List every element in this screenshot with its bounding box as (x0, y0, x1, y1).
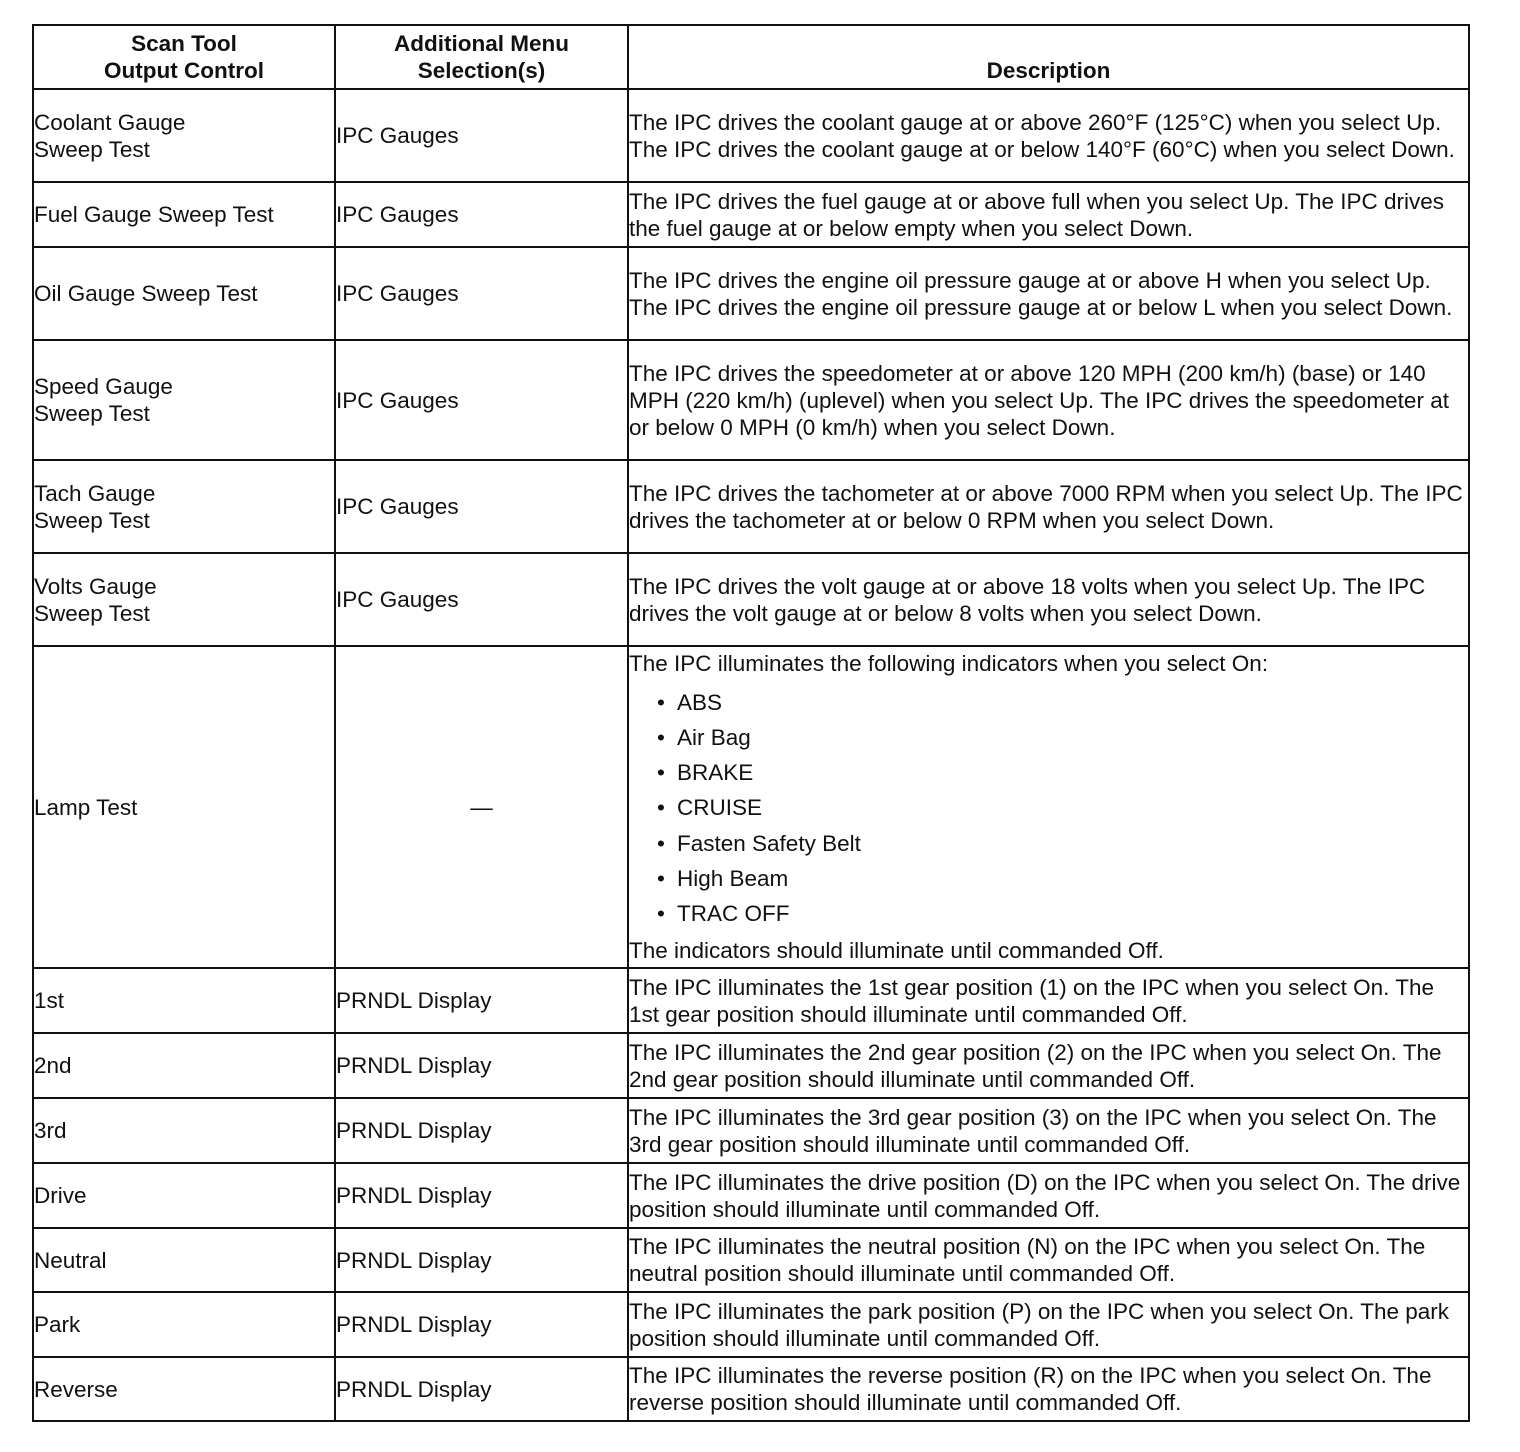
lamp-test-row (33, 646, 1469, 968)
row-description: The IPC drives the engine oil pressure gauge at or above H when you select Up. The IPC drives the engine oil pressure gauge at or below L when you select Down. (628, 247, 1469, 340)
row-description: The IPC illuminates the 1st gear position (1) on the IPC when you select On. The 1st gear position should illuminate until commanded Off. (628, 968, 1469, 1033)
row-selection: IPC Gauges (335, 340, 628, 460)
indicator-item: • ABS (657, 685, 1468, 720)
indicator-item: • TRAC OFF (657, 896, 1468, 931)
header-col2-line1: Additional Menu (394, 31, 569, 56)
row-selection: PRNDL Display (335, 968, 628, 1033)
row-description: The IPC illuminates the reverse position (R) on the IPC when you select On. The reverse position should illuminate until commanded Off. (628, 1357, 1469, 1421)
row-control: Tach Gauge Sweep Test (33, 460, 335, 553)
row-description: The IPC drives the speedometer at or above 120 MPH (200 km/h) (base) or 140 MPH (220 km/h) (uplevel) when you select Up. The IPC drives the speedometer at or below 0 MPH (0 km/h) when you select Down. (628, 340, 1469, 460)
row-selection: IPC Gauges (335, 247, 628, 340)
row-description: The IPC illuminates the 2nd gear position (2) on the IPC when you select On. The 2nd gear position should illuminate until commanded Off. (628, 1033, 1469, 1098)
row-selection: PRNDL Display (335, 1033, 628, 1098)
header-additional-menu-selections (335, 25, 628, 89)
row-control: Oil Gauge Sweep Test (33, 247, 335, 340)
row-control: Lamp Test (33, 646, 335, 968)
indicator-list (629, 685, 1468, 931)
indicator-item: • Air Bag (657, 720, 1468, 755)
row-description: The IPC drives the coolant gauge at or above 260°F (125°C) when you select Up. The IPC drives the coolant gauge at or below 140°F (60°C) when you select Down. (628, 89, 1469, 182)
output-control-table (32, 24, 1470, 1422)
row-selection: PRNDL Display (335, 1098, 628, 1163)
lamp-test-intro: The IPC illuminates the following indicators when you select On: (629, 650, 1269, 676)
row-control: 1st (33, 968, 335, 1033)
header-col2-line2: Selection(s) (417, 58, 546, 83)
row-selection: PRNDL Display (335, 1163, 628, 1228)
row-control: Volts Gauge Sweep Test (33, 553, 335, 646)
row-control: 3rd (33, 1098, 335, 1163)
row-description: The IPC illuminates the park position (P) on the IPC when you select On. The park position should illuminate until commanded Off. (628, 1292, 1469, 1357)
table-row (33, 1357, 1469, 1421)
row-selection: IPC Gauges (335, 460, 628, 553)
table-header-row (33, 25, 1469, 89)
table-row (33, 182, 1469, 247)
row-selection: PRNDL Display (335, 1292, 628, 1357)
table-row (33, 553, 1469, 646)
table-row (33, 460, 1469, 553)
table-row (33, 1163, 1469, 1228)
row-description: The IPC drives the volt gauge at or above 18 volts when you select Up. The IPC drives the volt gauge at or below 8 volts when you select Down. (628, 553, 1469, 646)
row-description: The IPC drives the fuel gauge at or above full when you select Up. The IPC drives the fuel gauge at or below empty when you select Down. (628, 182, 1469, 247)
row-description (628, 646, 1469, 968)
indicator-item: • CRUISE (657, 790, 1468, 825)
row-control: Neutral (33, 1228, 335, 1292)
table-row (33, 247, 1469, 340)
table-row (33, 340, 1469, 460)
row-control: 2nd (33, 1033, 335, 1098)
row-control: Drive (33, 1163, 335, 1228)
row-control: Speed Gauge Sweep Test (33, 340, 335, 460)
row-control: Reverse (33, 1357, 335, 1421)
table-row (33, 968, 1469, 1033)
table-row (33, 1292, 1469, 1357)
row-description: The IPC illuminates the 3rd gear position (3) on the IPC when you select On. The 3rd gear position should illuminate until commanded Off. (628, 1098, 1469, 1163)
row-selection: IPC Gauges (335, 182, 628, 247)
indicator-item: • High Beam (657, 861, 1468, 896)
header-col1-line2: Output Control (104, 58, 264, 83)
row-control: Park (33, 1292, 335, 1357)
lamp-test-outro: The indicators should illuminate until commanded Off. (629, 938, 1164, 964)
header-scan-tool-output-control (33, 25, 335, 89)
table-row (33, 89, 1469, 182)
row-description: The IPC drives the tachometer at or above 7000 RPM when you select Up. The IPC drives the tachometer at or below 0 RPM when you select Down. (628, 460, 1469, 553)
indicator-item: • Fasten Safety Belt (657, 826, 1468, 861)
header-description: Description (628, 25, 1469, 89)
table-row (33, 1033, 1469, 1098)
header-col1-line1: Scan Tool (131, 31, 237, 56)
row-description: The IPC illuminates the neutral position (N) on the IPC when you select On. The neutral position should illuminate until commanded Off. (628, 1228, 1469, 1292)
row-selection: IPC Gauges (335, 89, 628, 182)
row-control: Coolant Gauge Sweep Test (33, 89, 335, 182)
row-selection: PRNDL Display (335, 1357, 628, 1421)
indicator-item: • BRAKE (657, 755, 1468, 790)
row-selection: IPC Gauges (335, 553, 628, 646)
row-selection: PRNDL Display (335, 1228, 628, 1292)
row-description: The IPC illuminates the drive position (D) on the IPC when you select On. The drive position should illuminate until commanded Off. (628, 1163, 1469, 1228)
table-row (33, 1228, 1469, 1292)
row-selection-dash: — (335, 646, 628, 968)
table-row (33, 1098, 1469, 1163)
row-control: Fuel Gauge Sweep Test (33, 182, 335, 247)
